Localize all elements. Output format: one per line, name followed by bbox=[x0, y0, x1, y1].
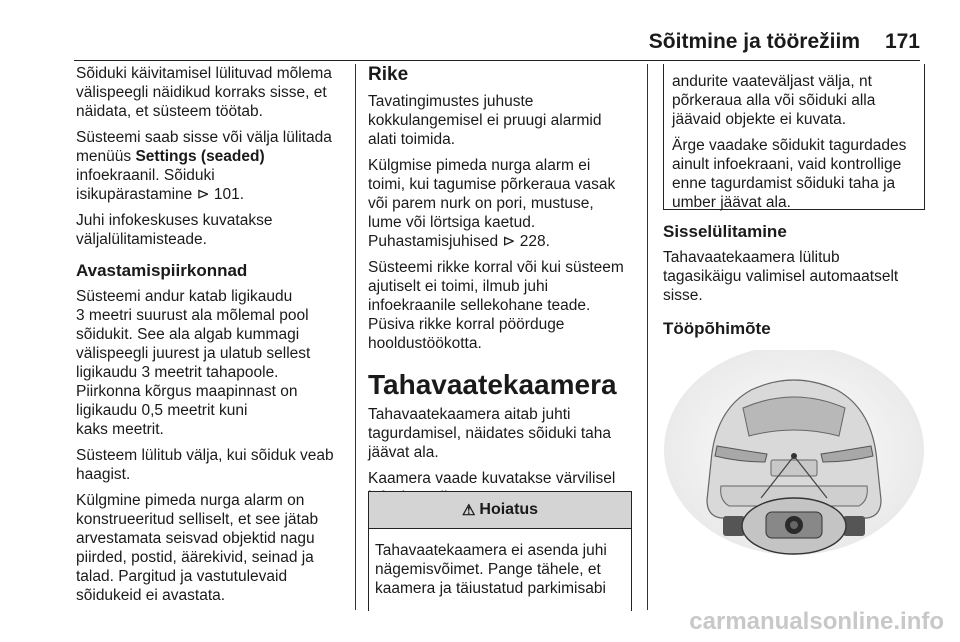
paragraph: Juhi infokeskuses kuvatakse väljalülitamisteade. bbox=[76, 212, 273, 248]
menu-name: Settings (seaded) bbox=[135, 148, 265, 165]
warning-text: andurite vaateväljast välja, nt põrkeraua alla või sõiduki alla jäävaid objekte ei kuvata. bbox=[672, 73, 876, 128]
column-1 bbox=[76, 64, 348, 612]
text: Külgmise pimeda nurga alarm ei toimi, kui tagumise põrkeraua vasak või parem nurk on pori, mustuse, lume või lörtsiga kaetud. Puhastamisjuhised bbox=[368, 157, 616, 250]
rear-camera-illustration bbox=[663, 350, 925, 558]
text: Süsteemi saab sisse või välja lülitada menüüs bbox=[76, 129, 332, 165]
paragraph: Tavatingimustes juhuste kokkulangemisel ei pruugi alarmid alati toimida. bbox=[368, 93, 602, 148]
page-number: 171 bbox=[884, 30, 920, 53]
column-divider bbox=[355, 64, 356, 610]
page-reference[interactable]: ⊳ 228. bbox=[502, 233, 550, 250]
paragraph: Külgmine pimeda nurga alarm on konstrueeritud selliselt, et see jätab arvestamata seisvad objektid nagu piirded, postid, äärekivid, seinad ja talad. Pargitud ja vastutulevaid sõidukeid ei avastata. bbox=[76, 492, 319, 604]
header-title: Sõitmine ja töörežiim bbox=[648, 30, 860, 53]
watermark: carmanualsonline.info bbox=[689, 608, 944, 635]
column-3-text bbox=[663, 222, 925, 345]
warning-header bbox=[369, 492, 631, 529]
paragraph: Kaamera vaade kuvatakse värvilisel bbox=[368, 470, 616, 487]
section-heading-activation: Sisselülitamine bbox=[663, 222, 787, 241]
warning-box-continued bbox=[663, 64, 925, 210]
paragraph: Sõiduki käivitamisel lülituvad mõlema välispeegli näidikud korraks sisse, et näidata, et süsteem töötab. bbox=[76, 65, 332, 120]
warning-box bbox=[368, 491, 632, 611]
warning-text: Tahavaatekaamera ei asenda juhi nägemisvõimet. Pange tähele, et kaamera ja täiustatud parkimisabi bbox=[375, 542, 607, 597]
paragraph: Tahavaatekaamera aitab juhti tagurdamisel, näidates sõiduki taha jäävat ala. bbox=[368, 406, 611, 461]
chapter-heading-rear-camera: Tahavaatekaamera bbox=[368, 369, 617, 400]
paragraph: Tahavaatekaamera lülitub tagasikäigu valimisel automaatselt sisse. bbox=[663, 249, 899, 304]
warning-triangle-icon: ⚠ bbox=[461, 502, 476, 519]
section-heading-detection-zones: Avastamispiirkonnad bbox=[76, 261, 248, 280]
paragraph-settings bbox=[76, 128, 348, 204]
column-divider bbox=[647, 64, 648, 610]
paragraph: Süsteem lülitub välja, kui sõiduk veab haagist. bbox=[76, 447, 334, 483]
warning-title: Hoiatus bbox=[479, 501, 539, 518]
page-reference[interactable]: ⊳ 101. bbox=[196, 186, 245, 203]
text: infoekraanil. Sõiduki isikupärastamine bbox=[76, 167, 215, 203]
warning-text: Ärge vaadake sõidukit tagurdades ainult infoekraani, vaid kontrollige enne tagurdamist sõiduki taha ja umber jäävat ala. bbox=[672, 137, 907, 211]
paragraph: Süsteemi andur katab ligikaudu 3 meetri suurust ala mõlemal pool sõidukit. See ala algab kummagi välispeegli juurest ja ulatub sellest ligikaudu 3 meetrit tahapoole. Piirkonna kõrgus maapinnast on ligikaudu 0,5 meetrit kuni kaks meetrit. bbox=[76, 288, 311, 438]
paragraph: Süsteemi rikke korral või kui süsteem ajutiselt ei toimi, ilmub juhi infoekraanile sellekohane teade. Püsiva rikke korral pöörduge hooldustöökotta. bbox=[368, 259, 624, 352]
car-rear-camera-icon bbox=[663, 350, 925, 558]
section-heading-operating-principle: Tööpõhimõte bbox=[663, 319, 771, 338]
header-rule bbox=[74, 60, 920, 61]
paragraph-cleaning bbox=[368, 156, 636, 251]
section-heading-fault: Rike bbox=[368, 64, 409, 85]
column-2 bbox=[368, 64, 636, 514]
